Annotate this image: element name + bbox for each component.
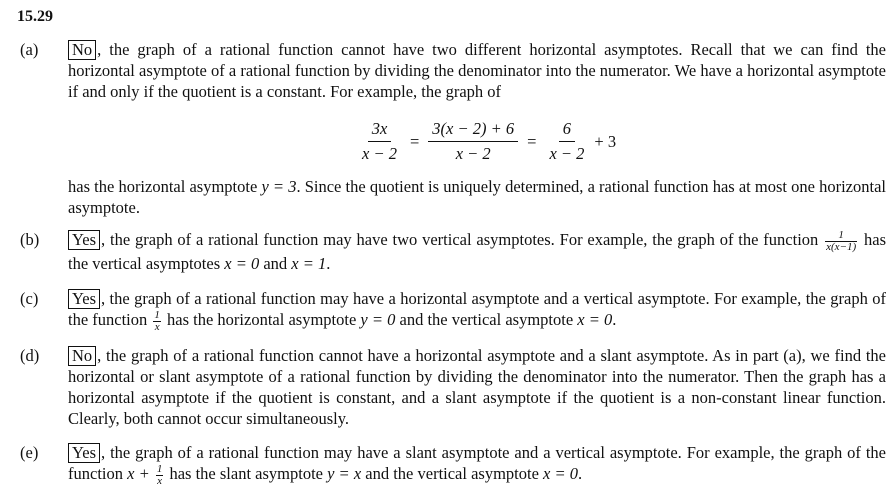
part-b-text-4: . bbox=[326, 253, 331, 273]
part-e-text-3: and the vertical asymptote bbox=[361, 464, 544, 483]
equation-fraction-3-numerator: 6 bbox=[559, 119, 575, 142]
part-d-body bbox=[68, 345, 886, 429]
equation-fraction-2-numerator: 3(x − 2) + 6 bbox=[428, 119, 518, 142]
part-b-label: (b) bbox=[20, 230, 40, 249]
part-a-label: (a) bbox=[20, 40, 39, 59]
part-c-vertical-asymptote: x = 0 bbox=[577, 310, 613, 329]
part-e-fraction bbox=[156, 464, 164, 487]
part-b-text-3: and bbox=[259, 253, 292, 273]
part-e-text-2: has the slant asymptote bbox=[165, 464, 328, 483]
equation-fraction-1 bbox=[358, 119, 401, 164]
equation-fraction-2 bbox=[428, 119, 518, 164]
part-c-text-3: and the vertical asymptote bbox=[395, 310, 578, 329]
equation-tail: + 3 bbox=[594, 131, 617, 151]
part-b-asymptote-2: x = 1 bbox=[291, 253, 327, 273]
equation-fraction-2-denominator: x − 2 bbox=[455, 143, 491, 163]
part-a-body-2 bbox=[68, 176, 886, 218]
part-a-text-3: . Since the quotient is uniquely determined, a rational function has at most one horizontal asymptote. bbox=[68, 177, 886, 217]
part-e-text-1: , the graph of a rational function may have a slant asymptote and a vertical asymptote. For example, the graph of the function bbox=[68, 443, 886, 483]
part-e-body bbox=[68, 442, 886, 487]
part-a-text-1: , the graph of a rational function cannot have two different horizontal asymptotes. Recall that we can find the horizontal asymptote of a rational function by dividing the denominator into the numerator. We have a horizontal asymptote if and only if the quotient is a constant. For example, the graph of bbox=[68, 40, 886, 101]
display-equation bbox=[352, 117, 616, 165]
equation-fraction-3 bbox=[545, 119, 588, 164]
part-e-fraction-denominator: x bbox=[157, 474, 163, 487]
part-d-text-1: , the graph of a rational function cannot have a horizontal asymptote and a slant asymptote. As in part (a), we find the horizontal or slant asymptote of a rational function by dividing the denominator into the numerator. Then the graph has a horizontal asymptote if the quotient is constant, and a slant asymptote if the quotient is a non-constant linear function. Clearly, both cannot occur simultaneously. bbox=[68, 346, 886, 428]
part-c-text-2: has the horizontal asymptote bbox=[162, 310, 361, 329]
part-c-answer-box: Yes bbox=[68, 289, 100, 309]
part-d-answer-box: No bbox=[68, 346, 96, 366]
part-b-answer-box: Yes bbox=[68, 230, 100, 250]
part-e-vertical-asymptote: x = 0 bbox=[543, 464, 579, 483]
part-c-fraction-denominator: x bbox=[154, 320, 160, 333]
equation-fraction-3-denominator: x − 2 bbox=[549, 143, 585, 163]
part-e-answer-box: Yes bbox=[68, 443, 100, 463]
part-a-body bbox=[68, 39, 886, 102]
part-d-label: (d) bbox=[20, 346, 40, 365]
problem-number: 15.29 bbox=[17, 8, 53, 25]
part-a-text-2: has the horizontal asymptote bbox=[68, 177, 262, 196]
part-a-asymptote: y = 3 bbox=[261, 177, 297, 196]
part-e-text-4: . bbox=[578, 464, 583, 483]
part-a-answer-box: No bbox=[68, 40, 96, 60]
part-b-body bbox=[68, 229, 886, 274]
equals-sign-2: = bbox=[527, 131, 537, 151]
part-c-fraction bbox=[153, 310, 161, 333]
equation-fraction-1-denominator: x − 2 bbox=[362, 143, 397, 163]
part-c-label: (c) bbox=[20, 289, 39, 308]
part-b-fraction bbox=[825, 230, 857, 253]
part-e-expression: x + bbox=[127, 464, 154, 483]
part-b-fraction-denominator: x(x−1) bbox=[826, 240, 857, 253]
equation-fraction-1-numerator: 3x bbox=[368, 119, 392, 142]
part-c-text-1: , the graph of a rational function may have a horizontal asymptote and a vertical asymptote. For example, the graph of the function bbox=[68, 289, 886, 329]
part-c-fraction-numerator: 1 bbox=[154, 308, 160, 321]
part-b-text-2: has the vertical asymptotes bbox=[68, 230, 886, 273]
part-e-fraction-numerator: 1 bbox=[156, 462, 163, 475]
part-c-horizontal-asymptote: y = 0 bbox=[360, 310, 396, 329]
part-e-label: (e) bbox=[20, 443, 39, 462]
part-c-body bbox=[68, 288, 886, 333]
part-b-text-1: , the graph of a rational function may have two vertical asymptotes. For example, the graph of the function bbox=[101, 230, 824, 249]
equals-sign-1: = bbox=[409, 131, 420, 151]
part-b-asymptote-1: x = 0 bbox=[224, 253, 260, 273]
part-e-slant-asymptote: y = x bbox=[327, 464, 362, 483]
part-c-text-4: . bbox=[612, 310, 617, 329]
part-b-fraction-numerator: 1 bbox=[825, 230, 857, 242]
